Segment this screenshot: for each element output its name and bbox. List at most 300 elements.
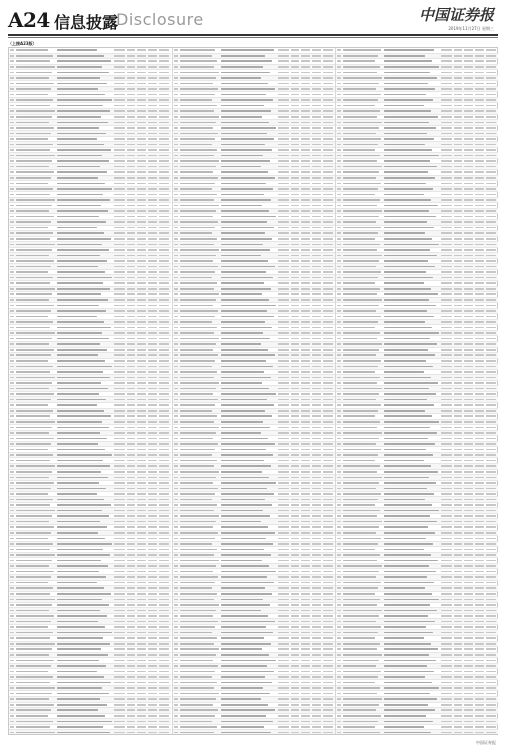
table-cell: [323, 671, 333, 673]
table-cell: [114, 698, 125, 700]
table-cell: [114, 637, 125, 639]
table-cell: [16, 721, 53, 723]
table-cell: [57, 432, 100, 434]
table-cell: [221, 576, 267, 578]
table-cell: [475, 77, 484, 79]
table-cell: [475, 526, 484, 528]
table-cell: [57, 565, 108, 567]
table-cell: [137, 260, 146, 262]
table-cell: [127, 210, 135, 212]
table-cell: [137, 166, 146, 168]
table-cell: [475, 493, 484, 495]
table-cell: [337, 144, 341, 146]
table-cell: [10, 94, 14, 96]
table-cell: [312, 515, 321, 517]
table-cell: [464, 271, 473, 273]
table-cell: [441, 160, 452, 162]
table-cell: [137, 221, 146, 223]
table-cell: [464, 354, 473, 356]
table-cell: [301, 599, 310, 601]
table-cell: [180, 610, 216, 612]
table-cell: [312, 155, 321, 157]
table-cell: [114, 726, 125, 728]
table-cell: [343, 427, 377, 429]
table-cell: [137, 549, 146, 551]
table-cell: [114, 415, 125, 417]
table-cell: [454, 709, 462, 711]
table-cell: [278, 549, 289, 551]
table-cell: [16, 421, 55, 423]
table-cell: [148, 648, 157, 650]
table-cell: [174, 499, 178, 501]
table-cell: [441, 327, 452, 329]
table-cell: [148, 682, 157, 684]
table-cell: [159, 244, 169, 246]
table-cell: [180, 316, 215, 318]
table-cell: [323, 665, 333, 667]
table-cell: [127, 366, 135, 368]
table-cell: [464, 676, 473, 678]
table-cell: [454, 382, 462, 384]
table-cell: [180, 671, 215, 673]
table-cell: [148, 60, 157, 62]
table-cell: [291, 371, 299, 373]
table-cell: [127, 310, 135, 312]
table-cell: [384, 160, 430, 162]
table-cell: [16, 626, 48, 628]
table-cell: [57, 349, 107, 351]
table-cell: [441, 305, 452, 307]
table-cell: [343, 471, 377, 473]
table-cell: [127, 399, 135, 401]
table-cell: [10, 543, 14, 545]
table-cell: [323, 138, 333, 140]
table-cell: [10, 88, 14, 90]
table-cell: [159, 194, 169, 196]
table-cell: [16, 149, 50, 151]
table-cell: [180, 249, 219, 251]
table-cell: [221, 83, 268, 85]
table-cell: [159, 543, 169, 545]
table-cell: [221, 288, 271, 290]
table-cell: [174, 454, 178, 456]
table-cell: [323, 449, 333, 451]
table-cell: [127, 499, 135, 501]
table-cell: [301, 260, 310, 262]
table-cell: [486, 299, 496, 301]
table-cell: [148, 277, 157, 279]
table-cell: [454, 582, 462, 584]
table-cell: [137, 715, 146, 717]
table-cell: [127, 676, 135, 678]
table-cell: [301, 582, 310, 584]
table-cell: [148, 55, 157, 57]
table-cell: [159, 83, 169, 85]
table-cell: [159, 94, 169, 96]
table-cell: [475, 421, 484, 423]
table-cell: [10, 266, 14, 268]
table-cell: [221, 171, 268, 173]
table-cell: [312, 133, 321, 135]
table-cell: [441, 216, 452, 218]
table-cell: [137, 532, 146, 534]
table-cell: [464, 310, 473, 312]
table-cell: [312, 571, 321, 573]
table-cell: [337, 271, 341, 273]
table-cell: [441, 538, 452, 540]
table-cell: [174, 404, 178, 406]
table-cell: [137, 366, 146, 368]
table-cell: [137, 122, 146, 124]
table-cell: [301, 338, 310, 340]
table-cell: [384, 732, 431, 734]
table-cell: [174, 149, 178, 151]
table-cell: [148, 77, 157, 79]
table-cell: [174, 277, 178, 279]
table-cell: [221, 249, 270, 251]
table-cell: [301, 72, 310, 74]
table-cell: [57, 133, 106, 135]
table-cell: [180, 188, 212, 190]
table-cell: [343, 515, 377, 517]
table-cell: [137, 349, 146, 351]
table-cell: [441, 709, 452, 711]
table-cell: [148, 637, 157, 639]
table-cell: [323, 110, 333, 112]
table-cell: [221, 571, 276, 573]
table-cell: [291, 321, 299, 323]
table-cell: [221, 260, 268, 262]
table-cell: [148, 321, 157, 323]
table-cell: [57, 277, 112, 279]
table-cell: [464, 404, 473, 406]
table-cell: [148, 626, 157, 628]
table-cell: [278, 682, 289, 684]
table-cell: [57, 676, 104, 678]
table-cell: [475, 515, 484, 517]
table-cell: [278, 604, 289, 606]
table-cell: [180, 244, 214, 246]
table-cell: [454, 704, 462, 706]
table-cell: [454, 316, 462, 318]
table-cell: [57, 288, 110, 290]
table-cell: [57, 504, 111, 506]
table-cell: [441, 94, 452, 96]
table-cell: [312, 232, 321, 234]
table-cell: [291, 726, 299, 728]
table-cell: [301, 704, 310, 706]
table-cell: [337, 632, 341, 634]
table-cell: [464, 587, 473, 589]
table-cell: [454, 549, 462, 551]
table-cell: [114, 110, 125, 112]
table-cell: [57, 648, 101, 650]
table-cell: [148, 726, 157, 728]
table-cell: [323, 698, 333, 700]
table-cell: [174, 399, 178, 401]
table-cell: [337, 199, 341, 201]
table-cell: [291, 88, 299, 90]
table-cell: [180, 643, 214, 645]
table-cell: [486, 532, 496, 534]
table-cell: [312, 682, 321, 684]
table-cell: [337, 410, 341, 412]
table-cell: [148, 504, 157, 506]
table-cell: [127, 604, 135, 606]
table-cell: [137, 144, 146, 146]
table-cell: [441, 393, 452, 395]
table-cell: [475, 465, 484, 467]
table-cell: [137, 171, 146, 173]
table-cell: [159, 671, 169, 673]
table-cell: [57, 698, 100, 700]
table-cell: [464, 621, 473, 623]
table-cell: [137, 327, 146, 329]
table-cell: [337, 210, 341, 212]
table-cell: [174, 676, 178, 678]
table-cell: [291, 404, 299, 406]
table-cell: [10, 410, 14, 412]
table-cell: [464, 305, 473, 307]
table-cell: [486, 554, 496, 556]
table-cell: [148, 443, 157, 445]
table-cell: [137, 238, 146, 240]
table-cell: [148, 482, 157, 484]
table-cell: [312, 671, 321, 673]
table-cell: [486, 732, 496, 734]
table-cell: [291, 715, 299, 717]
table-cell: [441, 432, 452, 434]
table-cell: [454, 155, 462, 157]
table-cell: [301, 560, 310, 562]
table-cell: [159, 354, 169, 356]
table-cell: [114, 244, 125, 246]
table-cell: [486, 216, 496, 218]
table-cell: [10, 366, 14, 368]
table-cell: [159, 77, 169, 79]
table-cell: [127, 349, 135, 351]
table-cell: [475, 94, 484, 96]
table-cell: [301, 205, 310, 207]
table-cell: [384, 693, 430, 695]
table-cell: [384, 454, 433, 456]
table-cell: [221, 60, 272, 62]
table-cell: [301, 637, 310, 639]
table-cell: [180, 72, 219, 74]
table-cell: [180, 88, 218, 90]
table-cell: [337, 349, 341, 351]
table-cell: [343, 421, 380, 423]
table-cell: [127, 477, 135, 479]
table-cell: [464, 388, 473, 390]
table-cell: [180, 388, 216, 390]
table-cell: [57, 116, 101, 118]
table-cell: [475, 160, 484, 162]
table-cell: [464, 582, 473, 584]
table-cell: [16, 665, 51, 667]
table-cell: [180, 232, 212, 234]
table-cell: [278, 260, 289, 262]
table-cell: [343, 144, 378, 146]
table-cell: [180, 521, 216, 523]
table-cell: [343, 155, 380, 157]
table-cell: [475, 305, 484, 307]
table-cell: [221, 587, 265, 589]
table-cell: [301, 643, 310, 645]
table-cell: [384, 604, 430, 606]
table-cell: [312, 493, 321, 495]
table-cell: [221, 227, 274, 229]
table-cell: [464, 515, 473, 517]
table-cell: [301, 709, 310, 711]
table-cell: [16, 515, 52, 517]
table-cell: [486, 194, 496, 196]
table-cell: [323, 404, 333, 406]
table-cell: [278, 399, 289, 401]
table-cell: [159, 660, 169, 662]
table-cell: [343, 199, 380, 201]
table-cell: [16, 671, 48, 673]
table-cell: [16, 310, 51, 312]
table-cell: [10, 377, 14, 379]
table-cell: [301, 183, 310, 185]
table-cell: [278, 166, 289, 168]
table-cell: [127, 532, 135, 534]
table-cell: [454, 510, 462, 512]
table-cell: [343, 60, 375, 62]
table-cell: [148, 632, 157, 634]
table-cell: [159, 687, 169, 689]
table-cell: [114, 116, 125, 118]
table-cell: [159, 221, 169, 223]
table-cell: [464, 554, 473, 556]
table-cell: [454, 682, 462, 684]
table-cell: [221, 399, 267, 401]
table-cell: [278, 144, 289, 146]
table-cell: [221, 671, 274, 673]
table-cell: [337, 521, 341, 523]
table-cell: [301, 332, 310, 334]
table-cell: [323, 393, 333, 395]
table-cell: [301, 604, 310, 606]
table-cell: [301, 194, 310, 196]
table-cell: [127, 709, 135, 711]
table-cell: [384, 216, 436, 218]
table-cell: [475, 454, 484, 456]
table-cell: [464, 105, 473, 107]
table-cell: [114, 471, 125, 473]
table-cell: [441, 477, 452, 479]
table-cell: [10, 327, 14, 329]
table-cell: [323, 626, 333, 628]
table-cell: [454, 127, 462, 129]
table-cell: [114, 549, 125, 551]
table-cell: [464, 482, 473, 484]
table-cell: [454, 305, 462, 307]
table-cell: [137, 88, 146, 90]
table-cell: [127, 360, 135, 362]
table-cell: [343, 377, 380, 379]
table-cell: [486, 72, 496, 74]
table-cell: [148, 244, 157, 246]
table-cell: [301, 460, 310, 462]
table-cell: [221, 194, 264, 196]
table-cell: [127, 593, 135, 595]
table-cell: [312, 565, 321, 567]
table-cell: [174, 188, 178, 190]
table-cell: [127, 177, 135, 179]
table-cell: [464, 260, 473, 262]
table-cell: [323, 282, 333, 284]
table-cell: [301, 554, 310, 556]
table-cell: [221, 526, 268, 528]
table-cell: [114, 538, 125, 540]
table-cell: [57, 293, 101, 295]
table-cell: [16, 482, 54, 484]
table-cell: [221, 310, 267, 312]
table-cell: [323, 332, 333, 334]
table-cell: [148, 493, 157, 495]
table-cell: [454, 399, 462, 401]
table-cell: [475, 604, 484, 606]
table-cell: [148, 338, 157, 340]
table-cell: [486, 382, 496, 384]
table-cell: [137, 299, 146, 301]
table-cell: [16, 543, 53, 545]
table-cell: [343, 654, 382, 656]
table-cell: [464, 55, 473, 57]
table-cell: [343, 432, 382, 434]
table-cell: [148, 560, 157, 562]
table-cell: [323, 637, 333, 639]
table-cell: [137, 105, 146, 107]
table-cell: [10, 432, 14, 434]
table-cell: [16, 732, 55, 734]
table-cell: [221, 565, 269, 567]
table-cell: [127, 488, 135, 490]
table-cell: [343, 682, 375, 684]
table-cell: [159, 499, 169, 501]
table-cell: [180, 83, 213, 85]
table-cell: [384, 499, 425, 501]
table-cell: [486, 438, 496, 440]
table-cell: [486, 726, 496, 728]
table-cell: [301, 654, 310, 656]
table-cell: [337, 471, 341, 473]
table-cell: [278, 687, 289, 689]
table-cell: [475, 354, 484, 356]
table-cell: [291, 421, 299, 423]
table-cell: [486, 443, 496, 445]
table-cell: [323, 166, 333, 168]
table-cell: [301, 227, 310, 229]
table-cell: [475, 671, 484, 673]
table-cell: [278, 676, 289, 678]
table-cell: [114, 321, 125, 323]
table-cell: [454, 266, 462, 268]
table-cell: [323, 232, 333, 234]
table-cell: [180, 604, 219, 606]
table-cell: [57, 160, 109, 162]
table-cell: [301, 354, 310, 356]
table-cell: [180, 504, 217, 506]
table-cell: [312, 510, 321, 512]
table-cell: [174, 504, 178, 506]
table-cell: [180, 327, 217, 329]
table-cell: [10, 349, 14, 351]
table-cell: [278, 105, 289, 107]
table-cell: [384, 244, 439, 246]
